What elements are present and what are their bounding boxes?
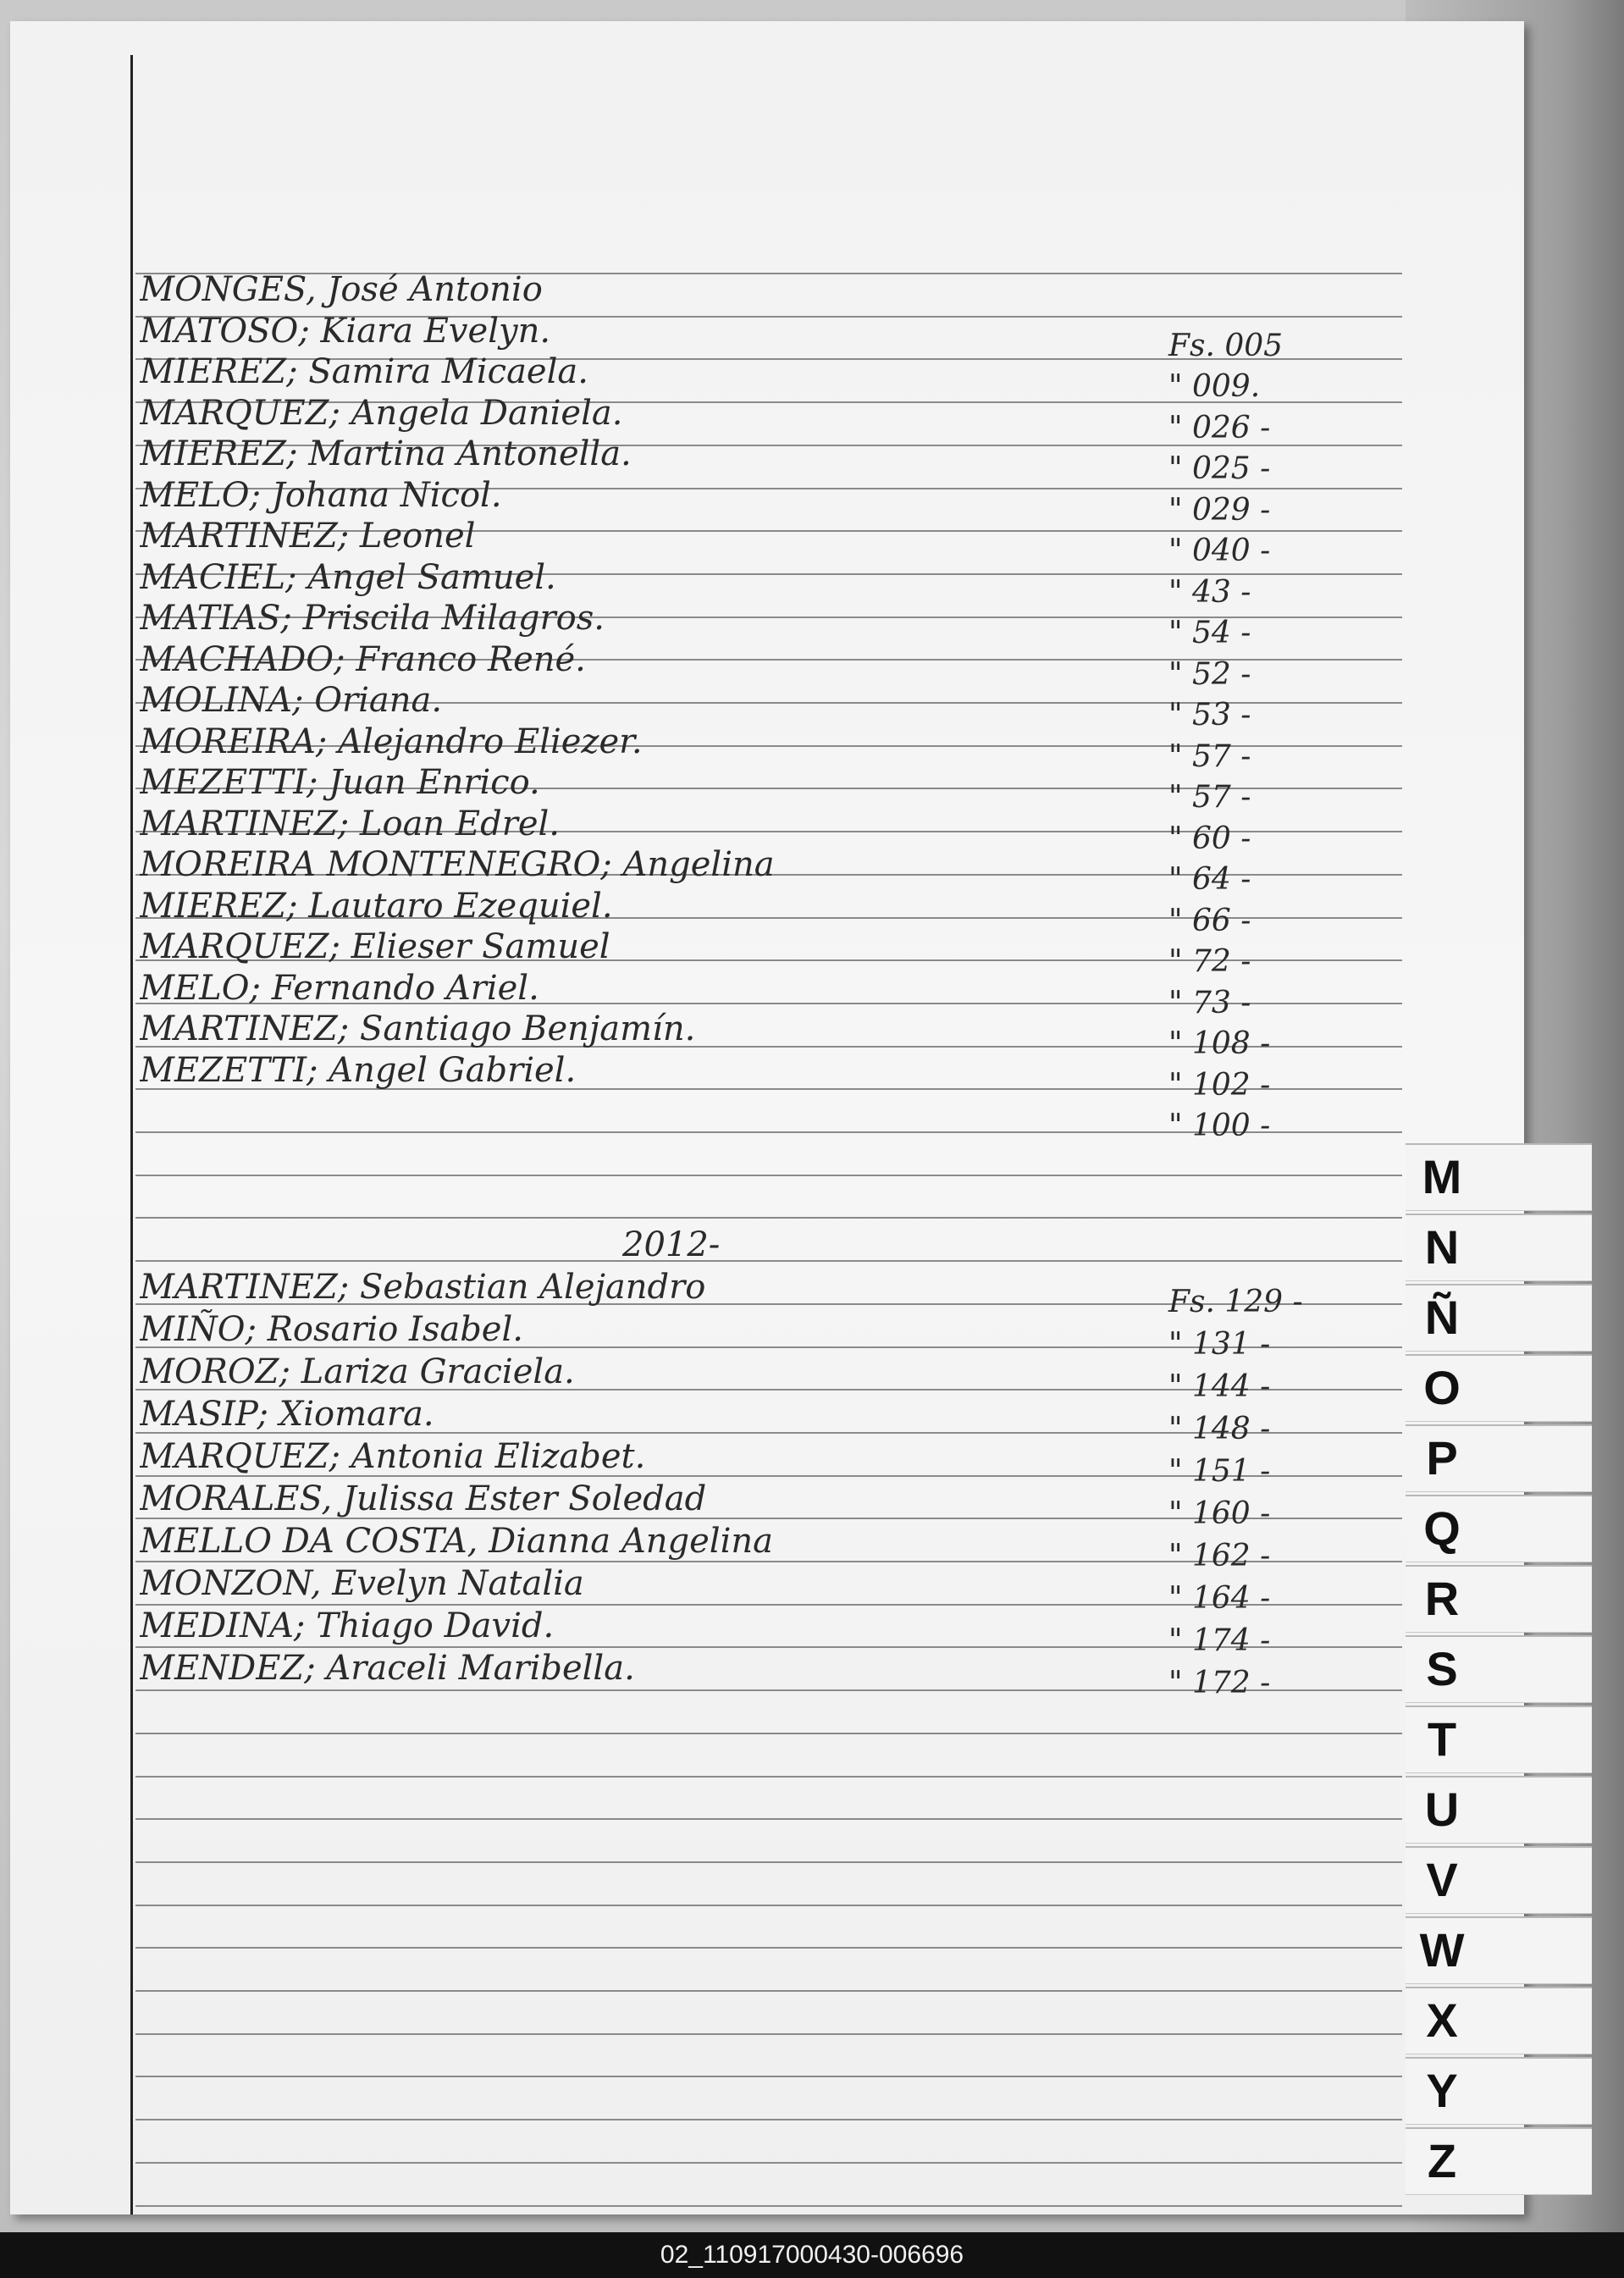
entry-folio: " 102 - [1168,1067,1271,1103]
entry-name: MONGES, José Antonio [140,270,543,309]
ruled-line [135,1947,1402,1949]
index-letter[interactable]: O [1423,1361,1461,1414]
entry-name: MEZETTI; Juan Enrico. [140,763,540,802]
entry-name: MOROZ; Lariza Graciela. [140,1352,575,1391]
ruled-line [135,2033,1402,2035]
entry-name: MIÑO; Rosario Isabel. [140,1310,523,1349]
entry-folio: " 53 - [1168,698,1251,733]
entry-folio: " 009. [1168,369,1261,404]
index-letter[interactable]: Ñ [1424,1291,1460,1344]
margin-line [130,55,133,2214]
entry-name [140,1091,1181,1131]
entry-folio: " 73 - [1168,985,1251,1020]
entry-name: MARTINEZ; Sebastian Alejandro [140,1268,706,1307]
entry-folio: Fs. 129 - [1168,1285,1303,1319]
index-letter[interactable]: R [1424,1572,1460,1625]
entry-name: MASIP; Xiomara. [140,1395,434,1434]
entry-name: MIEREZ; Samira Micaela. [140,352,588,391]
index-letter[interactable]: P [1426,1431,1458,1485]
entry-folio: " 174 - [1168,1623,1271,1658]
ruled-line [135,2205,1402,2207]
ruled-line [135,2119,1402,2120]
entry-name: MARQUEZ; Elieser Samuel [140,927,610,966]
entry-name: MOREIRA; Alejandro Eliezer. [140,722,643,761]
entry-name: MEDINA; Thiago David. [140,1606,555,1645]
index-letter[interactable]: Y [1426,2064,1458,2117]
entry-folio: " 172 - [1168,1666,1271,1700]
ruled-line [135,2162,1402,2164]
ruled-line [135,1776,1402,1778]
entry-folio: " 144 - [1168,1369,1271,1404]
entry-name: MIEREZ; Martina Antonella. [140,434,632,473]
year-heading: 2012- [622,1225,721,1264]
entry-folio: " 131 - [1168,1327,1271,1362]
entry-name: MARQUEZ; Antonia Elizabet. [140,1437,646,1476]
entry-folio: " 164 - [1168,1581,1271,1616]
entry-name: MONZON, Evelyn Natalia [140,1564,584,1603]
entry-name: MELO; Fernando Ariel. [140,968,539,1008]
ruled-line [135,1175,1402,1176]
entry-name: MEZETTI; Angel Gabriel. [140,1050,577,1090]
entry-name: MENDEZ; Araceli Maribella. [140,1649,635,1688]
entry-name: MELO; Johana Nicol. [140,475,502,515]
entry-name: MACHADO; Franco René. [140,639,586,679]
entry-name: MATIAS; Priscila Milagros. [140,599,605,638]
entry-name: MATOSO; Kiara Evelyn. [140,311,551,351]
entry-folio: " 66 - [1168,903,1251,938]
index-letter[interactable]: T [1427,1712,1457,1766]
index-letter[interactable]: X [1426,1993,1458,2047]
entry-name: MARTINEZ; Loan Edrel. [140,804,560,843]
entry-folio: " 029 - [1168,492,1271,528]
entry-name: MARTINEZ; Leonel [140,517,476,556]
entry-name: MELLO DA COSTA, Dianna Angelina [140,1522,773,1561]
ruled-line [135,1905,1402,1906]
entry-name: MACIEL; Angel Samuel. [140,557,556,597]
ruled-line [135,1733,1402,1734]
index-letter[interactable]: Q [1423,1501,1461,1555]
entry-folio: " 43 - [1168,574,1251,610]
entry-folio: " 60 - [1168,821,1251,856]
entry-folio: " 040 - [1168,534,1271,568]
entry-folio: " 64 - [1168,862,1251,897]
entry-name: MOLINA; Oriana. [140,681,443,720]
ruled-line [135,1861,1402,1863]
entry-folio: " 54 - [1168,616,1251,650]
index-letter[interactable]: W [1419,1923,1465,1977]
image-caption: 02_110917000430-006696 [660,2241,964,2269]
entry-folio: " 57 - [1168,738,1251,774]
index-letter[interactable]: Z [1427,2134,1457,2187]
entry-folio: " 57 - [1168,780,1251,815]
entry-folio: " 151 - [1168,1454,1271,1489]
entry-folio: " 160 - [1168,1496,1271,1531]
index-letter[interactable]: N [1424,1220,1460,1274]
entry-folio: " 108 - [1168,1026,1271,1061]
entry-name: MORALES, Julissa Ester Soledad [140,1479,707,1518]
ruled-line [135,1818,1402,1820]
entry-name: MARQUEZ; Angela Daniela. [140,393,623,433]
ruled-line [135,1217,1402,1219]
index-letter[interactable]: M [1422,1150,1462,1203]
entry-name: MARTINEZ; Santiago Benjamín. [140,1009,696,1048]
entry-folio: " 025 - [1168,451,1271,486]
entry-folio: " 52 - [1168,656,1251,692]
entry-folio: Fs. 005 [1168,328,1284,363]
ruled-line [135,1990,1402,1992]
entry-name: MIEREZ; Lautaro Ezequiel. [140,886,613,926]
index-letter[interactable]: V [1426,1853,1458,1906]
index-letter[interactable]: U [1424,1783,1460,1836]
entry-folio: " 026 - [1168,410,1271,445]
entry-folio: " 162 - [1168,1539,1271,1573]
entry-folio: " 100 - [1168,1109,1271,1143]
index-letter[interactable]: S [1426,1642,1458,1695]
entry-folio [1168,285,1372,325]
ruled-line [135,2076,1402,2077]
entry-name: MOREIRA MONTENEGRO; Angelina [140,845,775,884]
entry-folio: " 148 - [1168,1412,1271,1446]
entry-folio: " 72 - [1168,944,1251,979]
